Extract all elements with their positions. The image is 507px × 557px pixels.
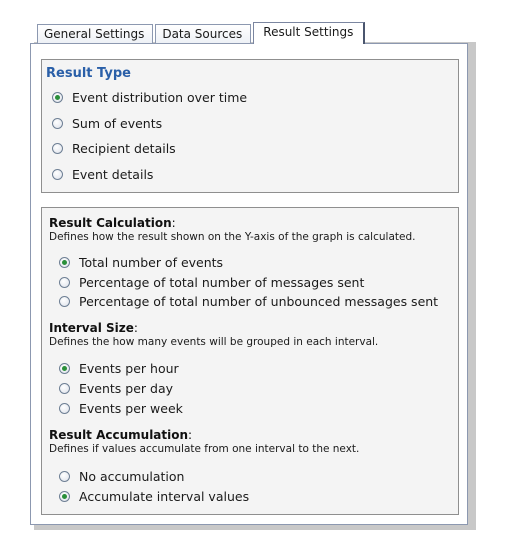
option-label: No accumulation: [79, 469, 185, 484]
radio-selected-icon[interactable]: [59, 363, 70, 374]
option-label: Accumulate interval values: [79, 489, 250, 504]
calc-option-percentage-sent[interactable]: [59, 275, 364, 290]
option-label: Percentage of total number of messages sent: [79, 275, 365, 290]
tab-general-settings[interactable]: General Settings: [37, 24, 153, 43]
title-colon: :: [188, 428, 193, 442]
option-label: Events per week: [79, 401, 183, 416]
result-type-option-recipient-details[interactable]: [52, 141, 176, 156]
option-label: Events per hour: [79, 361, 179, 376]
interval-size-title-text: Interval Size: [49, 321, 134, 335]
title-colon: :: [133, 321, 138, 335]
result-type-option-sum-of-events[interactable]: [52, 116, 162, 131]
result-accumulation-description: Defines if values accumulate from one interval to the next.: [49, 443, 360, 455]
calc-option-percentage-unbounced[interactable]: [59, 294, 438, 309]
option-label: Event details: [72, 167, 154, 182]
radio-icon[interactable]: [52, 169, 63, 180]
option-label: Sum of events: [72, 116, 163, 131]
option-label: Percentage of total number of unbounced messages sent: [79, 294, 439, 309]
result-calculation-title-text: Result Calculation: [49, 216, 172, 230]
result-accumulation-title-text: Result Accumulation: [49, 428, 189, 442]
interval-option-per-day[interactable]: [59, 381, 173, 396]
radio-selected-icon[interactable]: [59, 257, 70, 268]
option-label: Events per day: [79, 381, 174, 396]
tab-bar: [37, 23, 367, 44]
interval-size-description: Defines the how many events will be grouped in each interval.: [49, 336, 379, 348]
title-colon: :: [171, 216, 176, 230]
radio-selected-icon[interactable]: [52, 92, 63, 103]
result-calculation-title: [49, 216, 176, 230]
interval-option-per-hour[interactable]: [59, 361, 179, 376]
radio-icon[interactable]: [52, 143, 63, 154]
tab-data-sources[interactable]: Data Sources: [155, 24, 251, 43]
radio-icon[interactable]: [59, 383, 70, 394]
tab-result-settings[interactable]: Result Settings: [253, 22, 365, 44]
interval-option-per-week[interactable]: [59, 401, 183, 416]
radio-icon[interactable]: [59, 296, 70, 307]
interval-size-title: [49, 321, 138, 335]
option-label: Total number of events: [79, 255, 224, 270]
result-type-option-event-details[interactable]: [52, 167, 153, 182]
result-type-option-event-distribution[interactable]: [52, 90, 247, 105]
result-accumulation-title: [49, 428, 192, 442]
radio-selected-icon[interactable]: [59, 491, 70, 502]
result-type-title: Result Type: [46, 66, 131, 81]
radio-icon[interactable]: [59, 471, 70, 482]
accumulation-option-none[interactable]: [59, 469, 184, 484]
result-settings-panel: [30, 43, 468, 525]
radio-icon[interactable]: [59, 277, 70, 288]
radio-icon[interactable]: [59, 403, 70, 414]
radio-icon[interactable]: [52, 118, 63, 129]
result-calculation-description: Defines how the result shown on the Y-axis of the graph is calculated.: [49, 231, 416, 243]
accumulation-option-interval-values[interactable]: [59, 489, 249, 504]
settings-dialog: [30, 18, 472, 525]
option-label: Event distribution over time: [72, 90, 248, 105]
option-label: Recipient details: [72, 141, 176, 156]
calc-option-total-events[interactable]: [59, 255, 223, 270]
